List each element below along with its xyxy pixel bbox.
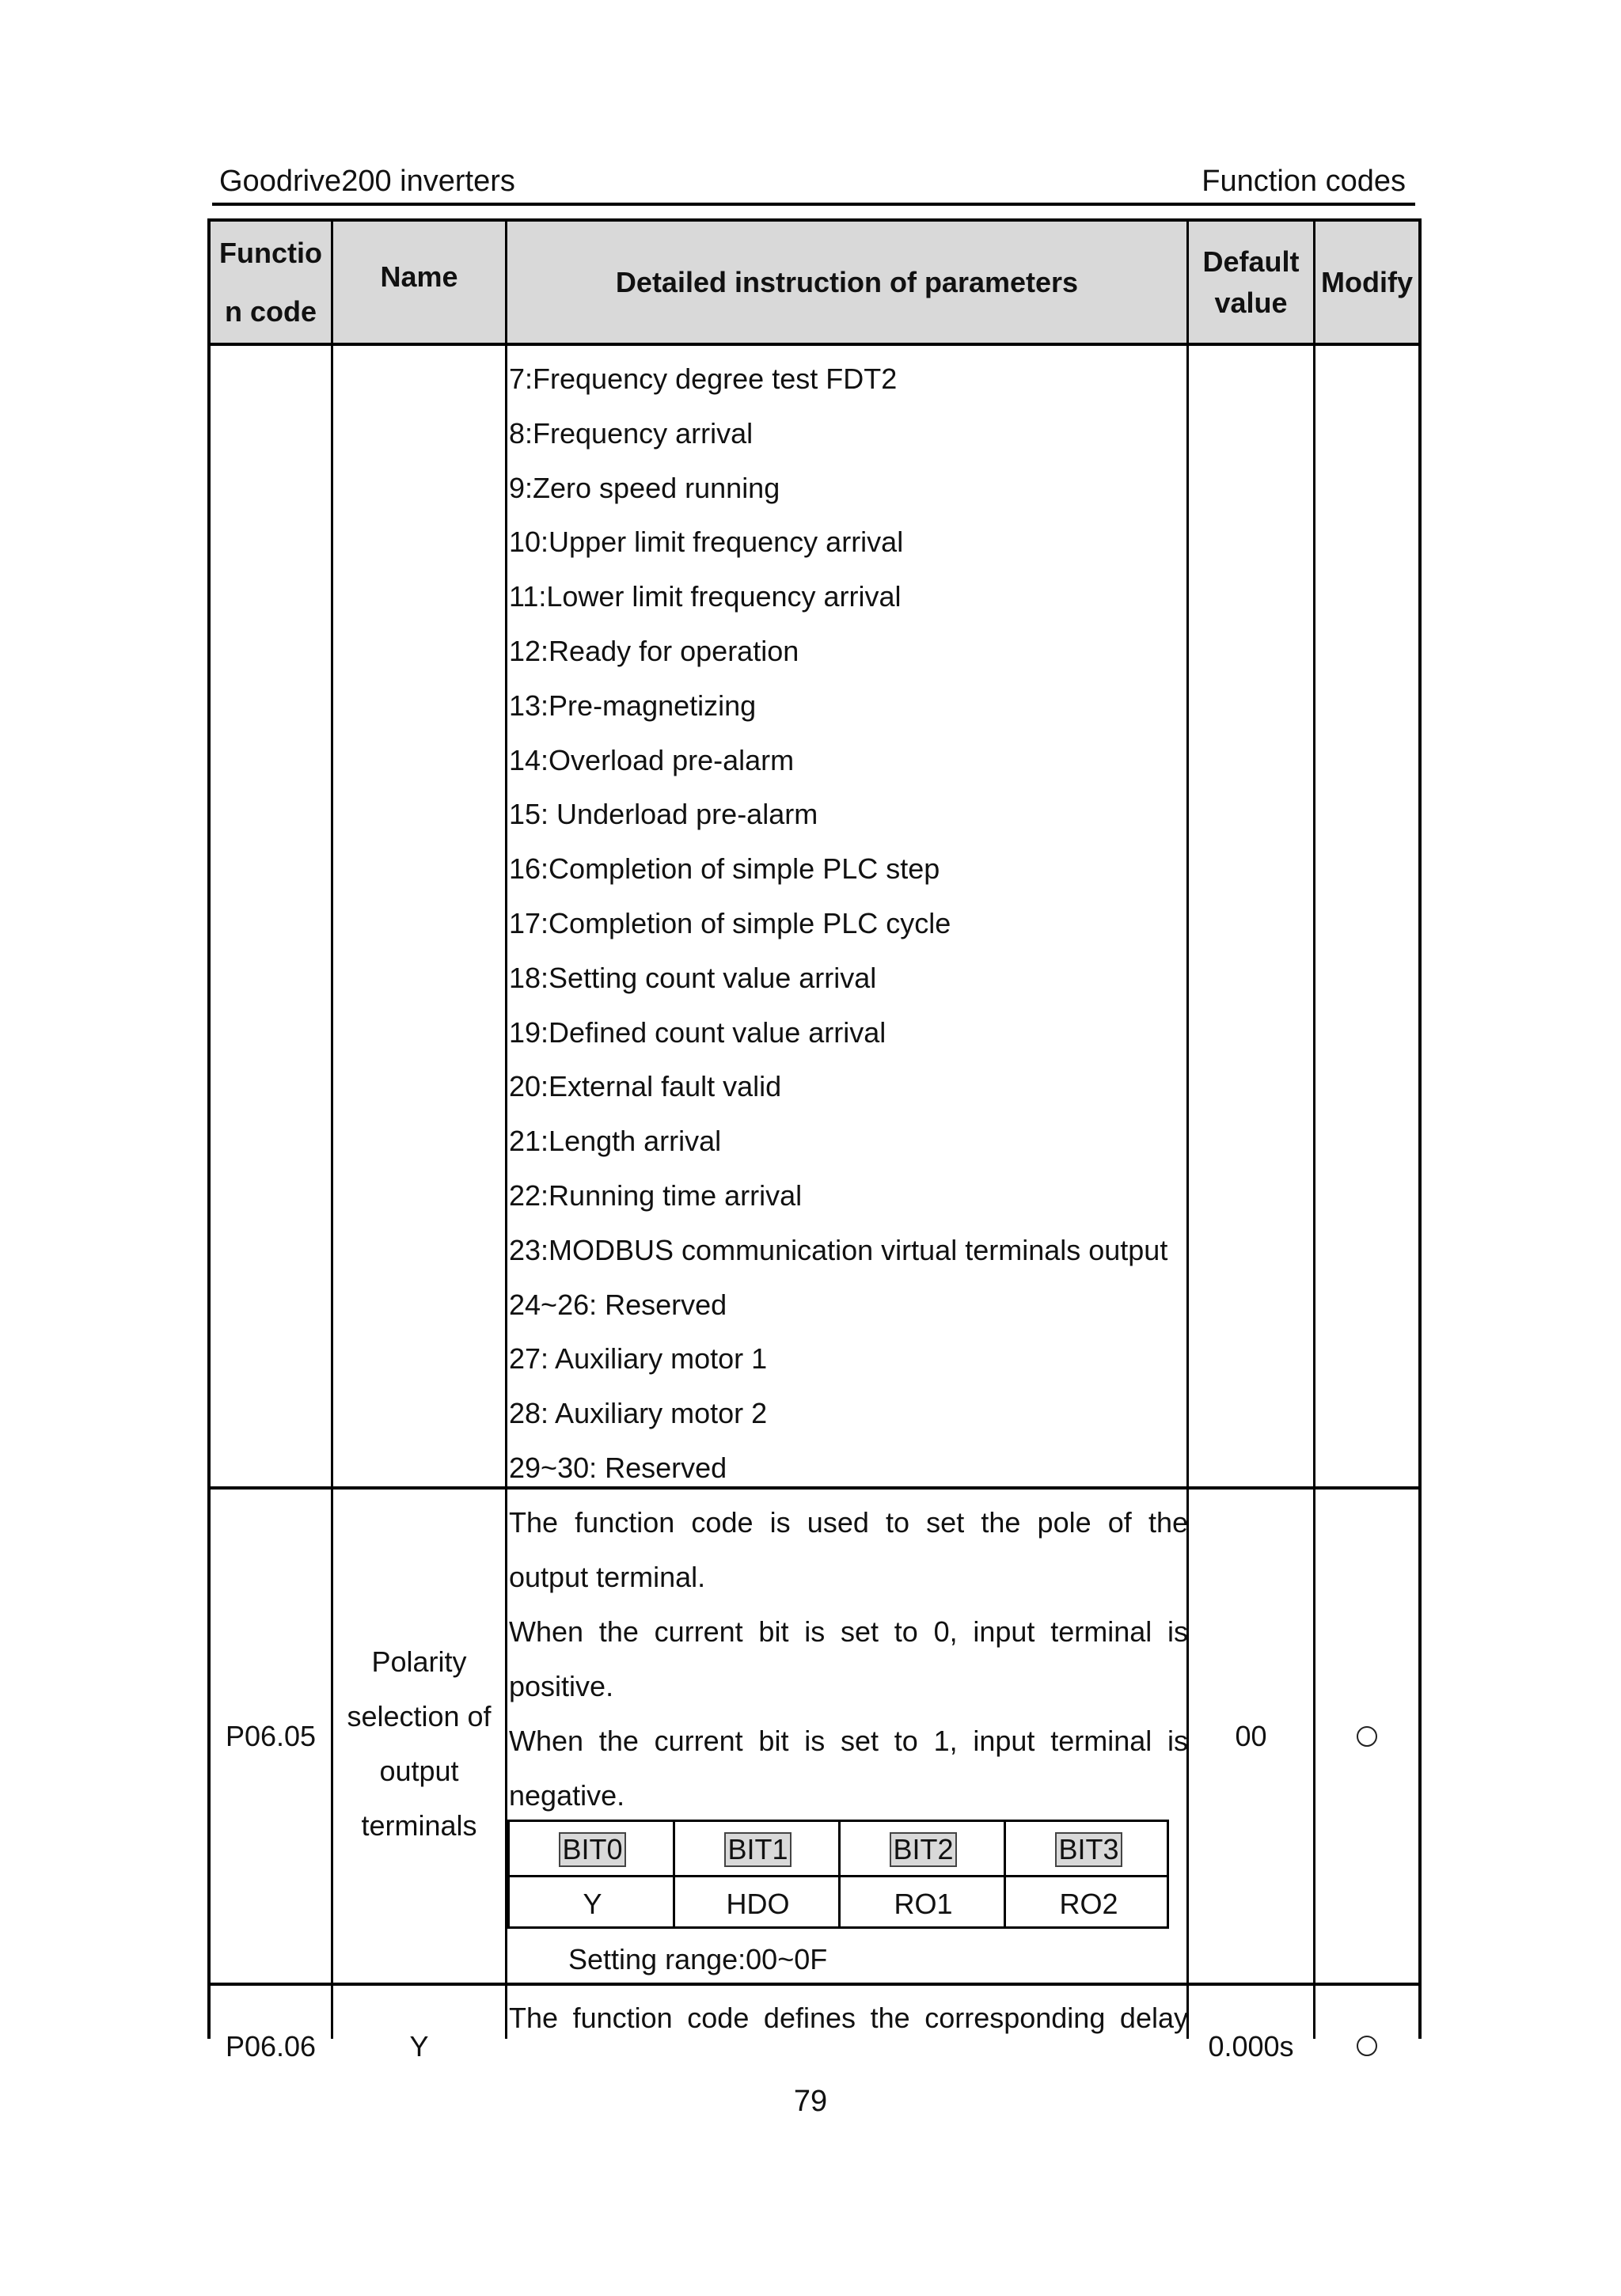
- header-left-title: Goodrive200 inverters: [219, 165, 515, 198]
- option-item: 10:Upper limit frequency arrival: [509, 526, 904, 558]
- bit-output: RO2: [1059, 1887, 1118, 1920]
- p0606-modify-visible: [1315, 2026, 1418, 2066]
- p0606-code-visible: P06.06: [225, 2029, 317, 2063]
- col-header-function-code: Functio n code: [211, 222, 331, 343]
- option-item: 24~26: Reserved: [509, 1288, 727, 1321]
- bit-output: HDO: [726, 1887, 790, 1920]
- option-item: 11:Lower limit frequency arrival: [509, 580, 902, 613]
- col-header-default-value: Default value: [1189, 222, 1313, 343]
- option-item: 29~30: Reserved: [509, 1452, 727, 1484]
- option-item: 14:Overload pre-alarm: [509, 744, 795, 776]
- header-right-title: Function codes: [1202, 165, 1406, 198]
- circle-icon: [1357, 2036, 1377, 2056]
- p0605-desc-line: When the current bit is set to 0, input terminal is: [509, 1615, 1188, 1648]
- option-item: 21:Length arrival: [509, 1125, 722, 1157]
- option-item: 16:Completion of simple PLC step: [509, 852, 940, 885]
- option-item: 8:Frequency arrival: [509, 417, 754, 450]
- p0605-modify: [1315, 1490, 1418, 1983]
- circle-icon: [1357, 1726, 1377, 1747]
- bit-header: BIT0: [510, 1822, 675, 1877]
- bit-output: RO1: [894, 1887, 953, 1920]
- p0606-default-visible: 0.000s: [1208, 2029, 1294, 2063]
- option-item: 19:Defined count value arrival: [509, 1016, 886, 1049]
- bit-header: BIT2: [841, 1822, 1006, 1877]
- option-item: 23:MODBUS communication virtual terminals output: [509, 1234, 1168, 1266]
- option-item: 22:Running time arrival: [509, 1179, 803, 1212]
- page-number: 79: [793, 2085, 828, 2118]
- option-item: 27: Auxiliary motor 1: [509, 1342, 768, 1375]
- col-header-name: Name: [333, 222, 505, 332]
- option-item: 9:Zero speed running: [509, 472, 780, 504]
- col-header-modify: Modify: [1315, 222, 1418, 343]
- option-item: 7:Frequency degree test FDT2: [509, 362, 898, 395]
- option-item: 13:Pre-magnetizing: [509, 689, 757, 722]
- p0605-setting-range: Setting range:00~0F: [568, 1943, 828, 1975]
- bit-header: BIT3: [1006, 1822, 1171, 1877]
- p0605-name: Polarity selection of output terminals: [347, 1645, 492, 1842]
- bit-output: Y: [583, 1887, 602, 1920]
- option-item: 28: Auxiliary motor 2: [509, 1397, 768, 1429]
- col-header-detailed-instruction: Detailed instruction of parameters: [507, 222, 1186, 343]
- option-item: 20:External fault valid: [509, 1070, 782, 1102]
- header-rule: [212, 203, 1415, 206]
- p0605-desc-line: negative.: [509, 1779, 625, 1812]
- p0605-desc-line: output terminal.: [509, 1561, 706, 1593]
- option-item: 18:Setting count value arrival: [509, 962, 877, 994]
- p0606-desc-line: The function code defines the corresponding delay: [509, 2002, 1188, 2034]
- option-item: 15: Underload pre-alarm: [509, 798, 818, 830]
- option-item: 12:Ready for operation: [509, 635, 799, 667]
- p0605-default-value: 00: [1235, 1720, 1267, 1752]
- p0606-name-visible: Y: [409, 2029, 429, 2063]
- p0605-desc-line: positive.: [509, 1670, 614, 1702]
- option-item: 17:Completion of simple PLC cycle: [509, 907, 951, 939]
- p0605-code: P06.05: [225, 1720, 317, 1752]
- header-fill: [333, 332, 505, 343]
- bit-header: BIT1: [675, 1822, 841, 1877]
- bit-mapping-table: [507, 1820, 1169, 1929]
- p0605-desc-line: When the current bit is set to 1, input terminal is: [509, 1725, 1188, 1757]
- p0605-desc-line: The function code is used to set the pole of the: [509, 1506, 1188, 1539]
